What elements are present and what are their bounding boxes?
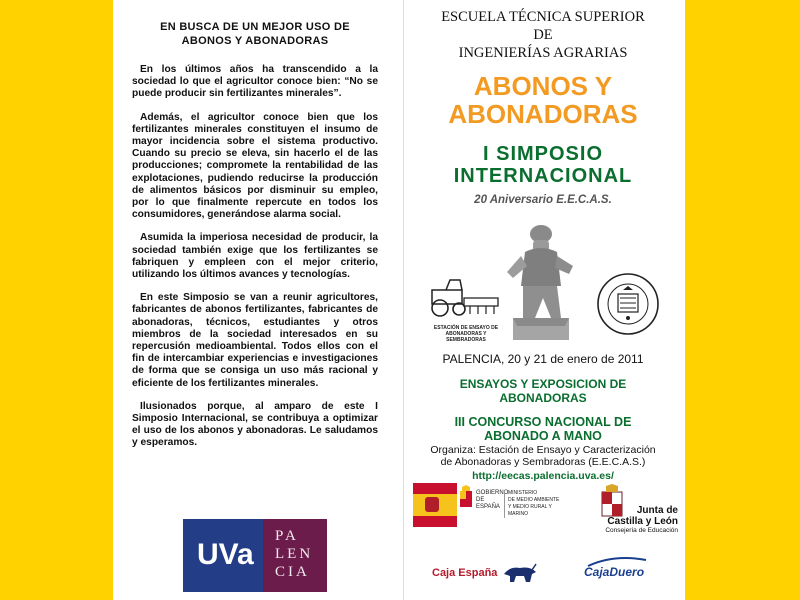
right-column <box>410 8 676 206</box>
palencia-logo-text: PA LEN CIA <box>275 528 314 580</box>
left-heading-line: ABONOS Y ABONADORAS <box>181 35 329 47</box>
organizer-info: Organiza: Estación de Ensayo y Caracterización de Abonadoras y Sembradoras (E.E.C.A.S.) <box>430 444 656 468</box>
bull-icon <box>502 562 538 584</box>
uva-palencia-logo <box>183 519 327 592</box>
school-name: ESCUELA TÉCNICA SUPERIOR DE INGENIERÍAS AGRARIAS <box>441 9 645 61</box>
left-heading <box>132 20 378 48</box>
closing-paragraph: Ilusionados porque, al amparo de este I Simposio Internacional, se contribuya a optimizar el uso de los abonos y abonadoras. Le saludamos y esperamos. <box>132 400 378 449</box>
anniversary-subtitle: 20 Aniversario E.E.C.A.S. <box>474 194 612 206</box>
intro-paragraph: En los últimos años ha transcendido a la sociedad lo que el agricultor conoce bien: “No se puede producir sin fertilizantes minerales”. <box>132 64 378 100</box>
spain-coat-of-arms-icon <box>459 485 473 515</box>
event-date: PALENCIA, 20 y 21 de enero de 2011 <box>442 352 644 366</box>
caja-espana-logo: Caja España <box>432 560 542 586</box>
gobierno-espana-logo: GOBIERNO DE ESPAÑA <box>476 490 509 510</box>
website-link[interactable]: http://eecas.palencia.uva.es/ <box>472 470 614 482</box>
column-divider <box>403 0 404 600</box>
junta-castilla-leon-logo: Junta de Castilla y León Consejería de Educación <box>605 505 678 534</box>
body-paragraph: Además, el agricultor conoce bien que los fertilizantes minerales constituyen el insumo de mayor incidencia sobre el sistema productivo. Cuando su precio se eleva, sin hacerlo el de las producciones; compromete la rentabilidad de las explotaciones, pudiendo reducirse la producción de alimentos básicos por disminuir su empleo, por lo que finalmente repercute en todos los consumidores, generándose alarma social. <box>132 111 378 221</box>
body-paragraph: En este Simposio se van a reunir agricultores, fabricantes de abonos fertilizantes, fabricantes de abonadoras, técnicos, estudiantes y otros miembros de la sociedad interesados en su repercusión medioambiental. Todos ellos con el fin de intercambiar experiencias e investigaciones de forma que se consiga un uso más racional y eficiente de los fertilizantes minerales. <box>132 292 378 389</box>
ministerio-logo: MINISTERIO DE MEDIO AMBIENTE Y MEDIO RURAL Y MARINO <box>504 490 572 518</box>
spain-flag-icon <box>413 483 457 527</box>
university-seal-icon <box>596 272 660 336</box>
symposium-title: I SIMPOSIO INTERNACIONAL <box>453 143 633 187</box>
sower-statue-image <box>499 222 579 340</box>
eecas-logo: ESTACIÓN DE ENSAYO DE ABONADORAS Y SEMBRADORAS <box>426 276 506 342</box>
contest-title: III CONCURSO NACIONAL DE ABONADO A MANO <box>454 415 632 443</box>
left-heading-line: EN BUSCA DE UN MEJOR USO DE <box>160 21 350 33</box>
tractor-drawing-icon <box>426 276 506 320</box>
left-column <box>132 20 378 461</box>
caja-duero-logo: CajaDuero <box>584 556 664 586</box>
uva-logo-text: UVa <box>197 538 254 571</box>
exhibition-title: ENSAYOS Y EXPOSICION DE ABONADORAS <box>459 377 627 405</box>
body-paragraph: Asumida la imperiosa necesidad de producir, la sociedad también exige que los fertilizantes se fabriquen y empleen con el mejor criterio, utilizando los últimos avances y tecnologías. <box>132 232 378 281</box>
main-title: ABONOS Y ABONADORAS <box>448 71 638 129</box>
